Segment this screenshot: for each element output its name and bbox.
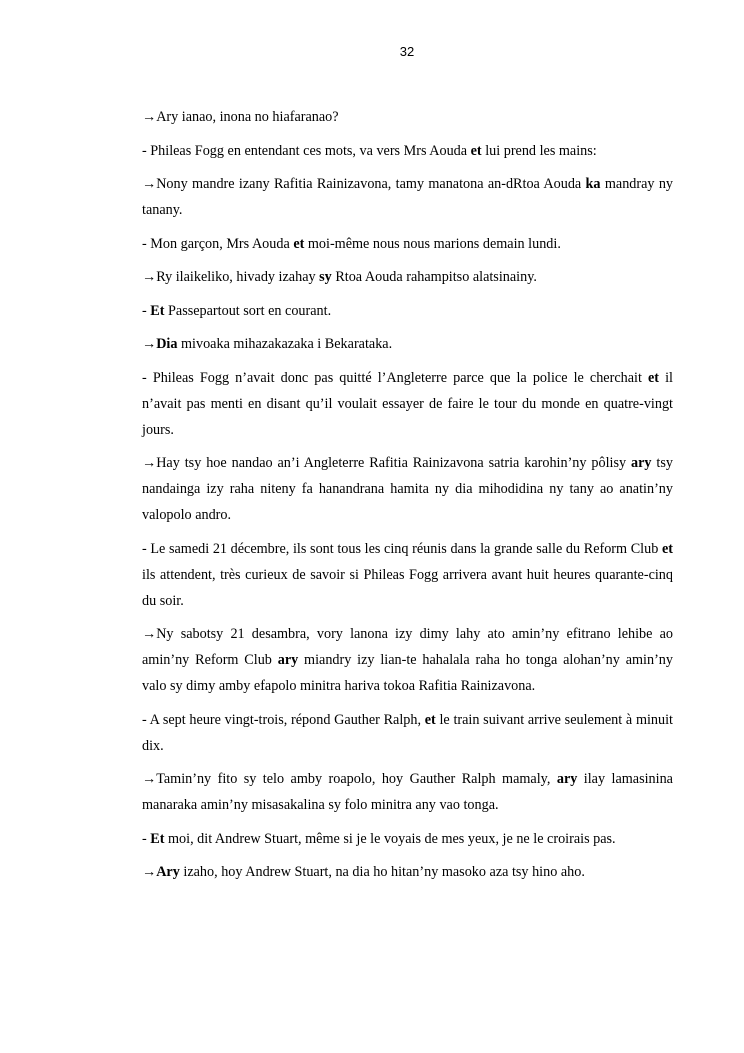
paragraph-13: →Tamin’ny fito sy telo amby roapolo, hoy Gauther Ralph mamaly, ary ilay lamasinina manaraka amin’ny misasakalina sy folo minitra any vao tonga. <box>142 771 673 813</box>
paragraph-8: - Phileas Fogg n’avait donc pas quitté l’Angleterre parce que la police le cherchait et il n’avait pas menti en disant qu’il voulait essayer de faire le tour du monde en quatre-vingt jours. <box>142 369 673 438</box>
paragraph-10: - Le samedi 21 décembre, ils sont tous les cinq réunis dans la grande salle du Reform Club et ils attendent, très curieux de savoir si Phileas Fogg arrivera avant huit heures quarante-cinq du soir. <box>142 540 673 609</box>
paragraph-9: →Hay tsy hoe nandao an’i Angleterre Rafitia Rainizavona satria karohin’ny pôlisy ary tsy nandainga izy raha niteny fa hanandrana hamita ny dia mihodidina ny tany ao anatin’ny valopolo andro. <box>142 455 673 523</box>
document-body <box>142 104 673 893</box>
page-number: 32 <box>399 44 415 59</box>
paragraph-14: - Et moi, dit Andrew Stuart, même si je le voyais de mes yeux, je ne le croirais pas. <box>142 830 616 847</box>
paragraph-12: - A sept heure vingt-trois, répond Gauther Ralph, et le train suivant arrive seulement à minuit dix. <box>142 711 673 754</box>
paragraph-15: →Ary izaho, hoy Andrew Stuart, na dia ho hitan’ny masoko aza tsy hino aho. <box>142 864 585 880</box>
paragraph-7: →Dia mivoaka mihazakazaka i Bekarataka. <box>142 336 393 352</box>
paragraph-5: →Ry ilaikeliko, hivady izahay sy Rtoa Aouda rahampitso alatsinainy. <box>142 269 537 285</box>
paragraph-11: →Ny sabotsy 21 desambra, vory lanona izy dimy lahy ato amin’ny efitrano lehibe ao amin’ny Reform Club ary miandry izy lian-te hahalala raha ho tonga alohan’ny amin’ny valo sy dimy amby efapolo minitra hariva tokoa Rafitia Rainizavona. <box>142 626 673 694</box>
paragraph-4: - Mon garçon, Mrs Aouda et moi-même nous nous marions demain lundi. <box>142 235 561 252</box>
paragraph-3: →Nony mandre izany Rafitia Rainizavona, tamy manatona an-dRtoa Aouda ka mandray ny tanany. <box>142 176 674 218</box>
paragraph-2: - Phileas Fogg en entendant ces mots, va vers Mrs Aouda et lui prend les mains: <box>142 142 597 159</box>
paragraph-6: - Et Passepartout sort en courant. <box>142 302 332 319</box>
paragraph-1: →Ary ianao, inona no hiafaranao? <box>142 109 339 125</box>
